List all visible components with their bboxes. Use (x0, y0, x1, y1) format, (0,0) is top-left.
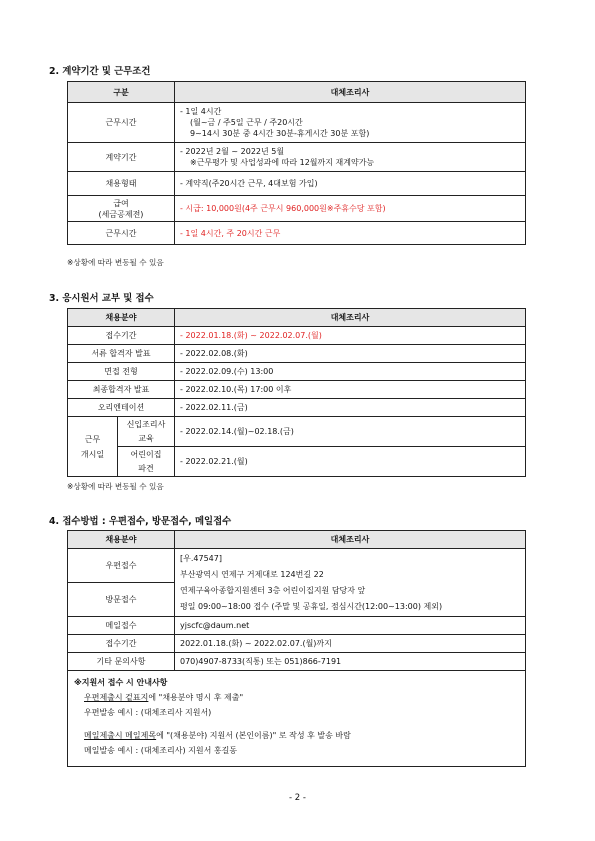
row-label-email-submission: 메일접수 (68, 617, 175, 635)
table-header-category: 구분 (68, 82, 175, 103)
row-value-submission-period: 2022.01.18.(화) ~ 2022.02.07.(월)까지 (175, 635, 526, 653)
guide-line-3: 메일제출시 메일제목에 "(채용분야) 지원서 (본인이름)" 로 작성 후 발송 바람 (84, 731, 351, 740)
section-3-note: ※상황에 따라 변동될 수 있음 (67, 482, 164, 491)
row-value-orientation: - 2022.02.11.(금) (175, 399, 526, 417)
table-header-position: 대체조리사 (175, 531, 526, 549)
row-label-work-hours-2: 근무시간 (68, 222, 175, 245)
row-value-address: [우.47547] 부산광역시 연제구 거제대로 124번길 22 연제구육아종합지원센터 3층 어린이집지원 담당자 앞 평일 09:00~18:00 접수 (주말 및 공휴일, 점심시간(12:00~13:00) 제외) (175, 549, 526, 617)
row-value-employment-type: - 계약직(주20시간 근무, 4대보험 가입) (175, 172, 526, 196)
guide-line-2: 우편발송 예시 : (대체조리사 지원서) (84, 708, 212, 717)
contract-conditions-table (67, 81, 526, 245)
row-value-dispatch: - 2022.02.21.(월) (175, 447, 526, 477)
row-label-visit-submission: 방문접수 (68, 583, 175, 617)
row-value-contract-period: - 2022년 2월 ~ 2022년 5월 ※근무평가 및 사업성과에 따라 12월까지 재계약가능 (175, 143, 526, 172)
row-label-final-result: 최종합격자 발표 (68, 381, 175, 399)
row-value-email: yjscfc@daum.net (175, 617, 526, 635)
page-number: - 2 - (289, 793, 306, 803)
row-label-dispatch: 어린이집 파견 (118, 447, 175, 477)
row-label-salary: 급여 (세금공제전) (68, 196, 175, 222)
section-3-title: 3. 응시원서 교부 및 접수 (49, 293, 154, 304)
row-value-salary: - 시급: 10,000원(4주 근무시 960,000원※주휴수당 포함) (175, 196, 526, 222)
row-value-work-hours-2: - 1일 4시간, 주 20시간 근무 (175, 222, 526, 245)
row-value-inquiries: 070)4907-8733(직통) 또는 051)866-7191 (175, 653, 526, 671)
guide-line-1: 우편제출시 겉표지에 "채용분야 명시 후 제출" (84, 693, 244, 702)
table-header-field: 채용분야 (68, 309, 175, 327)
row-label-interview: 면접 전형 (68, 363, 175, 381)
row-value-training: - 2022.02.14.(월)~02.18.(금) (175, 417, 526, 447)
section-2-note: ※상황에 따라 변동될 수 있음 (67, 258, 164, 267)
submission-method-table (67, 530, 526, 767)
table-header-field: 채용분야 (68, 531, 175, 549)
row-label-work-hours: 근무시간 (68, 103, 175, 143)
row-label-submission-period: 접수기간 (68, 635, 175, 653)
row-value-application-period: - 2022.01.18.(화) ~ 2022.02.07.(월) (175, 327, 526, 345)
row-value-final-result: - 2022.02.10.(목) 17:00 이후 (175, 381, 526, 399)
row-label-work-start: 근무 개시일 (68, 417, 118, 477)
row-label-contract-period: 계약기간 (68, 143, 175, 172)
guide-title: ※지원서 접수 시 안내사항 (74, 678, 168, 687)
row-label-inquiries: 기타 문의사항 (68, 653, 175, 671)
submission-guide-box (68, 671, 526, 767)
row-label-application-period: 접수기간 (68, 327, 175, 345)
table-header-position: 대체조리사 (175, 82, 526, 103)
row-value-work-hours: - 1일 4시간 (월~금 / 주5일 근무 / 주20시간 9~14시 30분 중 4시간 30분-휴게시간 30분 포함) (175, 103, 526, 143)
row-value-document-result: - 2022.02.08.(화) (175, 345, 526, 363)
section-2-title: 2. 계약기간 및 근무조건 (49, 66, 151, 77)
row-label-document-result: 서류 합격자 발표 (68, 345, 175, 363)
application-schedule-table (67, 308, 526, 477)
row-label-employment-type: 채용형태 (68, 172, 175, 196)
guide-line-4: 메일발송 예시 : (대체조리사) 지원서 홍길동 (84, 746, 238, 755)
row-label-orientation: 오리엔테이션 (68, 399, 175, 417)
row-value-interview: - 2022.02.09.(수) 13:00 (175, 363, 526, 381)
section-4-title: 4. 접수방법 : 우편접수, 방문접수, 메일접수 (49, 516, 232, 527)
row-label-training: 신입조리사 교육 (118, 417, 175, 447)
table-header-position: 대체조리사 (175, 309, 526, 327)
row-label-mail-submission: 우편접수 (68, 549, 175, 583)
